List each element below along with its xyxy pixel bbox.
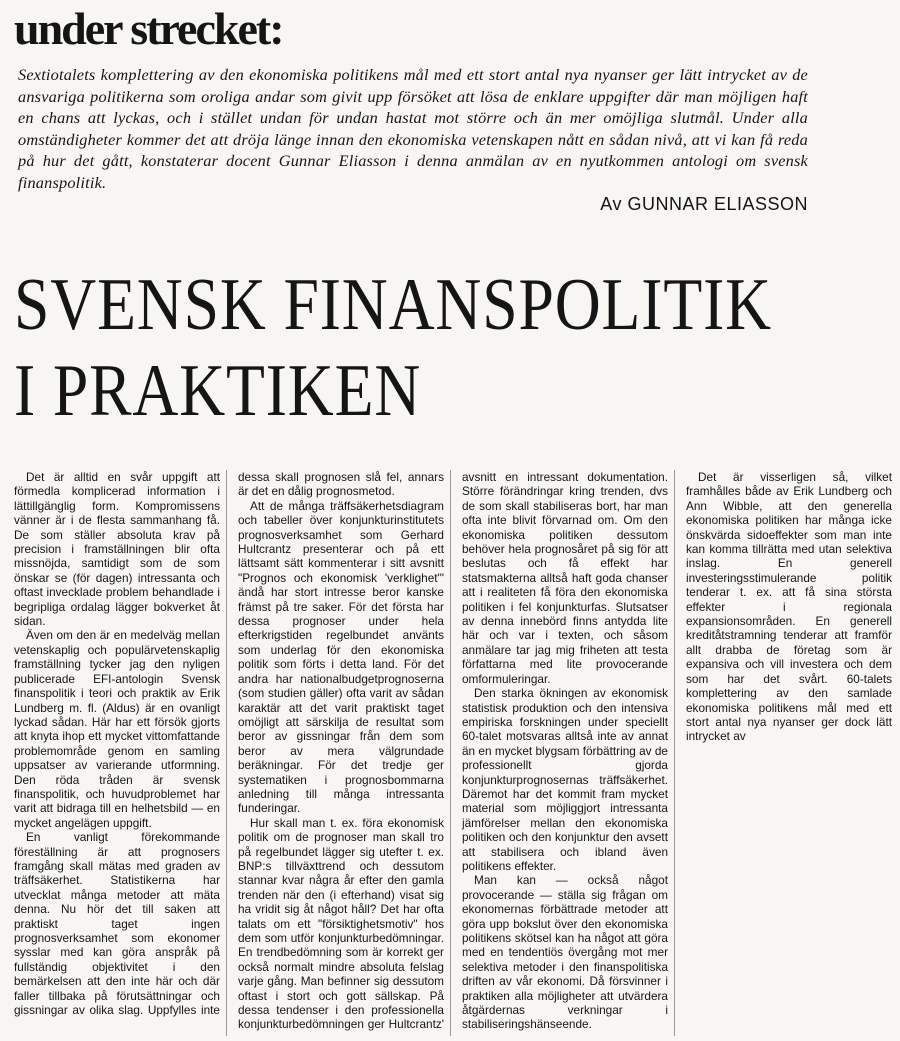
section-kicker: under strecket: (14, 3, 283, 54)
body-paragraph: Hur skall man t. ex. föra ekonomisk politik om de prognoser man skall tro på regelbundet lägger sig utefter t. ex. BNP:s tillväxttrend och dessutom stannar kvar några år efter den gamla trenden när den (i efterhand) visat sig ha vridit sig åt något håll? Det har ofta talats om ett "försiktighetsmotiv" hos dem som utför konjunkturbedömningar. En trendbedömning som är korrekt ger också normalt mindre absoluta felslag varje gång. Man befinner sig dessutom oftast i stort och gott sällskap. På dessa tendenser i den professionella konjunkturbedömningen ger Hultcrantz' avsnitt en intressant dokumentation. Större förändringar kring trenden, dvs de som skall stabiliseras bort, har man ofta inte blivit förvarnad om. Om den ekonomiska politiken dessutom behöver hela prognosåret på sig för att beslutas och få effekt har statsmakterna alltså haft goda chanser att i realiteten få föra den ekonomiska politiken i fel konjunkturfas. Slutsatser av denna innebörd finns antydda lite här och var i texten, och såsom anmälare tar jag mig friheten att testa författarna med lite provocerande omformuleringar. (238, 470, 668, 1032)
headline-line-2: I PRAKTIKEN (14, 350, 422, 432)
body-paragraph: Att de många träffsäkerhetsdiagram och tabeller över konjunkturinstitutets prognosverksamhet som Gerhard Hultcrantz presenterar och på ett lättsamt sätt kommenterar i sitt avsnitt "Prognos och ekonomisk 'verklighet'" ändå har stort intresse beror kanske främst på tre saker. För det första har dessa prognoser under hela efterkrigstiden regelbundet använts som underlag för den ekonomiska politik som förts i detta land. För det andra har nationalbudgetprognoserna (som studien gäller) ofta varit av sådan karaktär att det varit praktiskt taget omöjligt att särskilja de resultat som beror av gissningar från dem som beror av mera välgrundade beräkningar. För det tredje ger systematiken i prognosbommarna anledning till många intressanta funderingar. (238, 498, 444, 816)
headline (14, 262, 771, 434)
body-paragraph: Man kan — också något provocerande — ställa sig frågan om ekonomernas förbättrade metoder att göra upp bokslut över den ekonomiska politikens skötsel kan ha något att göra med en tendentiös övergång mot mer selektiva metoder i den finanspolitiska driften av vår ekonomi. Då försvinner i praktiken alla möjligheter att utvärdera åtgärdernas verkningar i stabiliseringshänseende. (462, 873, 668, 1032)
byline: Av GUNNAR ELIASSON (600, 194, 808, 214)
body-paragraph: Det är visserligen så, vilket framhålles både av Erik Lundberg och Ann Wibble, att den generella ekonomiska politiken har många icke önskvärda sidoeffekter som man inte kan komma tillrätta med utan selektiva inslag. En generell investeringsstimulerande politik tenderar t. ex. att få sina största effekter i regionala expansionsområden. En generell kreditåtstramning tenderar att framför allt drabba de företag som är expansiva och vill investera och dem som har det svårt. 60-talets komplettering av den samlade ekonomiska politikens mål med ett stort antal nya nyanser ger dock lätt intrycket av (686, 470, 892, 744)
body-paragraph: Den starka ökningen av ekonomisk statistisk produktion och den intensiva empiriska forskningen under speciellt 60-talet motsvaras alltså inte av annat än en mycket blygsam förbättring av de professionellt gjorda konjunkturprognosernas träffsäkerhet. Däremot har det kommit fram mycket material som möjliggjort intressanta jämförelser mellan den ekonomiska politiken och den konjunktur den avsett att stabilisera och ibland även politikens effekter. (462, 686, 668, 873)
body-paragraph: Det är alltid en svår uppgift att förmedla komplicerad information i lättillgänglig form. Kompromissens vänner är i de flesta sammanhang få. De som ställer absoluta krav på precision i framställningen blir ofta missnöjda, samtidigt som de som önskar se (för dagen) intressanta och oftast invecklade problem behandlade i begripliga ordalag lägger bokverket åt sidan. (14, 470, 220, 629)
headline-line-1: SVENSK FINANSPOLITIK (14, 264, 772, 346)
article-body (14, 470, 892, 1038)
body-paragraph: En vanligt förekommande föreställning är att prognosers framgång skall mätas med graden av träffsäkerhet. Statistikerna har utvecklat många metoder att mäta denna. Nu hör det till saken att praktiskt taget ingen prognosverksamhet som ekonomer sysslar med kan göra anspråk på fullständig objektivitet i den bemärkelsen att den inte här och där faller tillbaka på förutsättningar och gissningar av olika slag. Uppfylles inte dessa skall prognosen slå fel, annars är det en dålig prognosmetod. (14, 470, 444, 1018)
body-paragraph: Även om den är en medelväg mellan vetenskaplig och populärvetenskaplig framställning tycker jag den nyligen publicerade EFI-antologin Svensk finanspolitik i teori och praktik av Erik Lundberg m. fl. (Aldus) är en ovanligt lyckad sådan. Här har ett försök gjorts att knyta ihop ett mycket vittomfattande problemområde genom en samling uppsatser av varierande utformning. Den röda tråden är svensk finanspolitik, och huvudproblemet har varit att bidraga till en helhetsbild — en mycket angelägen uppgift. (14, 628, 220, 830)
article-ingress: Sextiotalets komplettering av den ekonomiska politikens mål med ett stort antal nya nyanser ger lätt intrycket av de ansvariga politikerna som oroliga andar som givit upp försöket att lösa de enklare uppgifter där man möjligen haft en chans att lyckas, och i stället undan för undan hastat mot större och än mer omöjliga slutmål. Under alla omständigheter kommer det att dröja länge innan den ekonomiska vetenskapen nått en sådan nivå, att vi kan få reda på hur det gått, konstaterar docent Gunnar Eliasson i denna anmälan av en nyutkommen antologi om svensk finanspolitik. (18, 65, 808, 192)
